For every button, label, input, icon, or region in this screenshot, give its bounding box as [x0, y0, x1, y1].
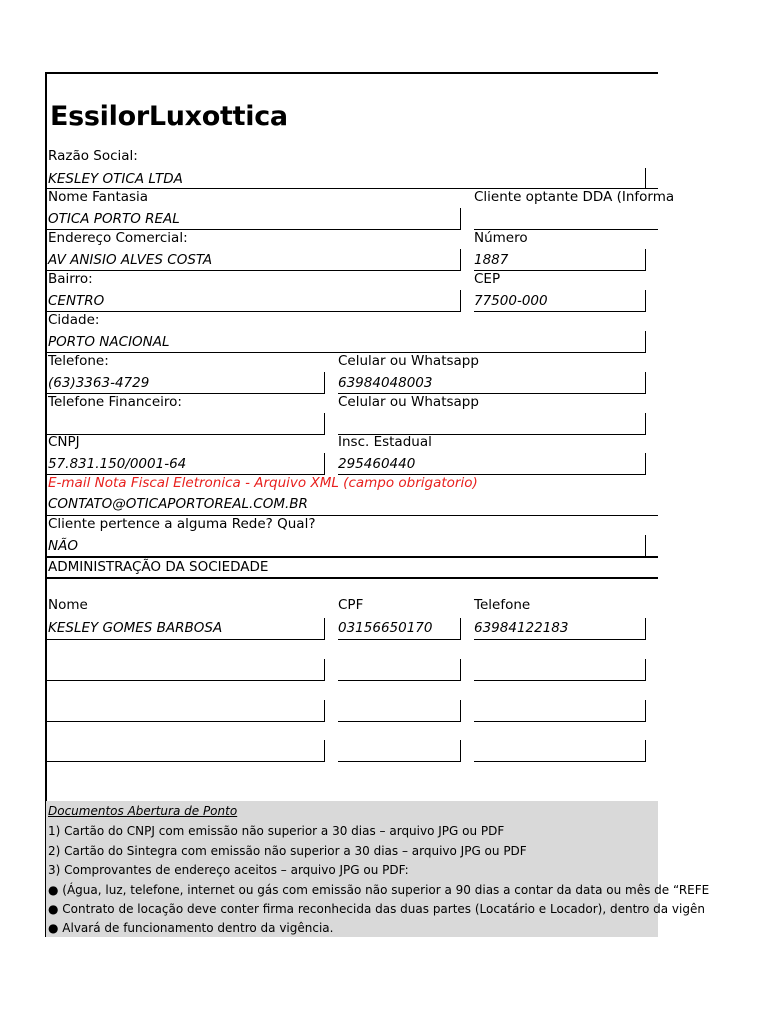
- field-underline: [46, 639, 325, 640]
- field-border: [460, 618, 461, 639]
- field-border: [460, 740, 461, 761]
- admin-section-title: ADMINISTRAÇÃO DA SOCIEDADE: [48, 559, 269, 575]
- brand-logo: EssilorLuxottica: [50, 101, 288, 132]
- field-border: [324, 372, 325, 393]
- admin-empty-telefone-field[interactable]: [474, 741, 639, 759]
- celular-field[interactable]: 63984048003: [338, 375, 433, 391]
- field-underline: [338, 639, 461, 640]
- cep-field[interactable]: 77500-000: [474, 293, 548, 309]
- telefone-label: Telefone:: [48, 353, 109, 369]
- bairro-label: Bairro:: [48, 271, 93, 287]
- documents-line: ● (Água, luz, telefone, internet ou gás com emissão não superior a 90 dias a contar da data ou mês de “REFE: [48, 883, 710, 897]
- admin-empty-telefone-field[interactable]: [474, 701, 639, 719]
- celular2-label: Celular ou Whatsapp: [338, 394, 479, 410]
- field-underline: [474, 311, 646, 312]
- field-border: [645, 659, 646, 680]
- field-border: [324, 618, 325, 639]
- dda-label: Cliente optante DDA (Informa: [474, 189, 675, 205]
- field-border: [645, 618, 646, 639]
- admin-empty-cpf-field[interactable]: [338, 701, 453, 719]
- field-border: [645, 331, 646, 352]
- admin-empty-nome-field[interactable]: [48, 660, 318, 678]
- documents-line: 2) Cartão do Sintegra com emissão não superior a 30 dias – arquivo JPG ou PDF: [48, 844, 527, 858]
- field-border: [645, 413, 646, 434]
- field-border: [645, 700, 646, 721]
- documents-title: Documentos Abertura de Ponto: [48, 804, 238, 818]
- field-border: [324, 453, 325, 474]
- endereco-field[interactable]: AV ANISIO ALVES COSTA: [48, 252, 213, 268]
- admin-row-cpf[interactable]: 03156650170: [338, 620, 433, 636]
- celular-label: Celular ou Whatsapp: [338, 353, 479, 369]
- admin-empty-telefone-field[interactable]: [474, 660, 639, 678]
- cidade-field[interactable]: PORTO NACIONAL: [48, 334, 170, 350]
- admin-col-telefone: Telefone: [474, 597, 531, 613]
- documents-line: 1) Cartão do CNPJ com emissão não superior a 30 dias – arquivo JPG ou PDF: [48, 824, 505, 838]
- field-border: [645, 453, 646, 474]
- documents-line: 3) Comprovantes de endereço aceitos – arquivo JPG ou PDF:: [48, 863, 409, 877]
- insc-estadual-label: Insc. Estadual: [338, 434, 432, 450]
- field-border: [324, 700, 325, 721]
- field-underline: [46, 721, 325, 722]
- field-border: [645, 168, 646, 188]
- field-border: [460, 290, 461, 311]
- top-border: [45, 72, 658, 74]
- razao-social-label: Razão Social:: [48, 148, 138, 164]
- field-underline: [474, 639, 646, 640]
- field-border: [645, 535, 646, 556]
- admin-col-cpf: CPF: [338, 597, 364, 613]
- telefone-financeiro-label: Telefone Financeiro:: [48, 394, 182, 410]
- field-border: [460, 700, 461, 721]
- email-nfe-field[interactable]: CONTATO@OTICAPORTOREAL.COM.BR: [48, 496, 308, 512]
- field-underline: [474, 680, 646, 681]
- field-underline: [474, 761, 646, 762]
- numero-field[interactable]: 1887: [474, 252, 509, 268]
- field-underline: [338, 680, 461, 681]
- field-underline: [474, 721, 646, 722]
- admin-row-telefone[interactable]: 63984122183: [474, 620, 569, 636]
- cnpj-label: CNPJ: [48, 434, 80, 450]
- field-border: [645, 740, 646, 761]
- section-divider: [46, 577, 658, 579]
- documents-line: ● Alvará de funcionamento dentro da vigência.: [48, 921, 334, 935]
- field-underline: [46, 270, 461, 271]
- telefone-financeiro-field[interactable]: [48, 415, 318, 433]
- field-border: [460, 249, 461, 270]
- field-border: [645, 249, 646, 270]
- celular2-field[interactable]: [338, 415, 638, 433]
- documents-line: ● Contrato de locação deve conter firma reconhecida das duas partes (Locatário e Locador), dentro da vigên: [48, 902, 705, 916]
- field-underline: [338, 721, 461, 722]
- cnpj-field[interactable]: 57.831.150/0001-64: [48, 456, 187, 472]
- field-border: [324, 740, 325, 761]
- field-border: [460, 659, 461, 680]
- admin-col-nome: Nome: [48, 597, 88, 613]
- field-border: [645, 290, 646, 311]
- field-border: [324, 659, 325, 680]
- insc-estadual-field[interactable]: 295460440: [338, 456, 416, 472]
- email-nfe-label: E-mail Nota Fiscal Eletronica - Arquivo XML (campo obrigatorio): [48, 475, 478, 491]
- numero-label: Número: [474, 230, 528, 246]
- admin-empty-cpf-field[interactable]: [338, 741, 453, 759]
- cidade-label: Cidade:: [48, 312, 100, 328]
- documents-panel: [46, 801, 710, 937]
- admin-empty-nome-field[interactable]: [48, 741, 318, 759]
- field-underline: [46, 434, 325, 435]
- nome-fantasia-field[interactable]: OTICA PORTO REAL: [48, 211, 180, 227]
- field-border: [324, 413, 325, 434]
- field-underline: [46, 761, 325, 762]
- rede-label: Cliente pertence a alguma Rede? Qual?: [48, 516, 316, 532]
- admin-empty-nome-field[interactable]: [48, 701, 318, 719]
- admin-empty-cpf-field[interactable]: [338, 660, 453, 678]
- field-underline: [338, 761, 461, 762]
- field-border: [460, 208, 461, 229]
- field-border: [645, 372, 646, 393]
- telefone-field[interactable]: (63)3363-4729: [48, 375, 150, 391]
- nome-fantasia-label: Nome Fantasia: [48, 189, 149, 205]
- endereco-label: Endereço Comercial:: [48, 230, 188, 246]
- field-underline: [46, 311, 461, 312]
- cep-label: CEP: [474, 271, 501, 287]
- razao-social-field[interactable]: KESLEY OTICA LTDA: [48, 171, 183, 187]
- rede-field[interactable]: NÃO: [48, 538, 78, 554]
- admin-row-nome[interactable]: KESLEY GOMES BARBOSA: [48, 620, 223, 636]
- bairro-field[interactable]: CENTRO: [48, 293, 105, 309]
- field-underline: [46, 680, 325, 681]
